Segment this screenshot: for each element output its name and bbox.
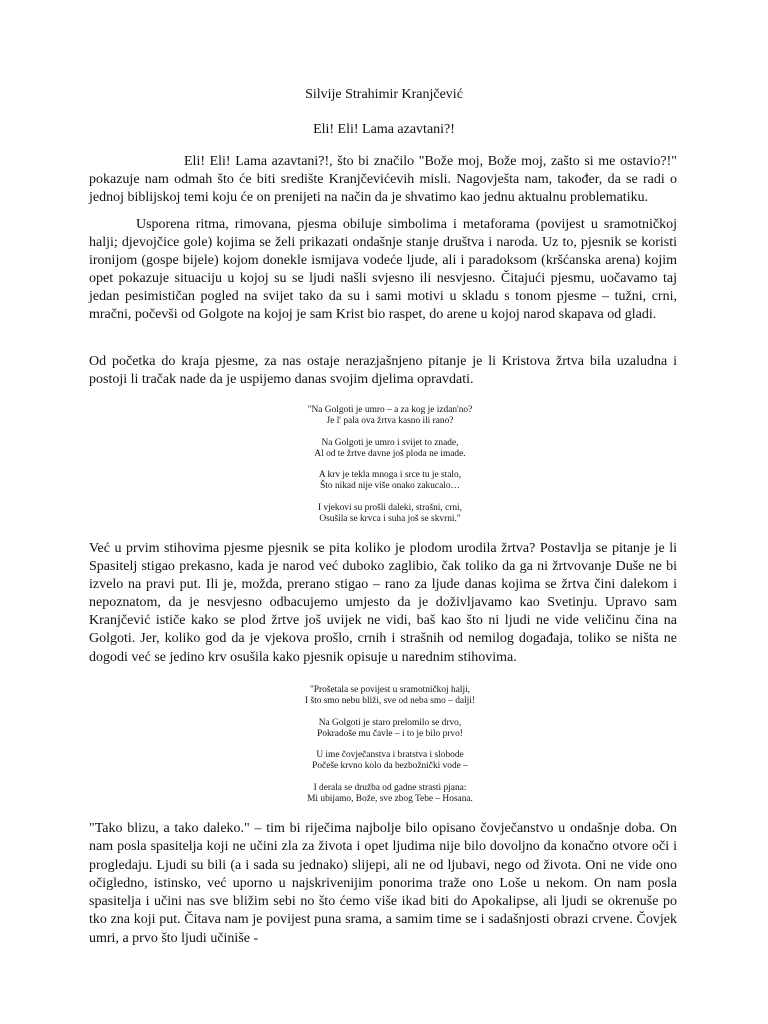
paragraph-symbolism: Usporena ritma, rimovana, pjesma obiluje simbolima i metaforama (povijest u sramotničkoj halji; djevojčice gole) kojima se želi prikazati ondašnje stanje društva i naroda. Uz to, pjesnik se koristi ironijom (gospe bijele) kojom donekle ismijava vodeće ljude, ali i paradoksom (kršćanska arena) kojim opet pokazuje situaciju u kojoj su se ljudi našli svjesno ili nesvjesno. Čitajući pjesmu, uočavamo taj jedan pesimističan pogled na svijet tako da su i sami motivi u skladu s tonom pjesme – tužni, crni, mračni, počevši od Golgote na kojoj je sam Krist bio raspet, do arene u kojoj narod skapava od gladi. bbox=[89, 217, 677, 323]
verse-stanza bbox=[240, 438, 540, 461]
verse-line: Na Golgoti je staro prelomilo se drvo, bbox=[318, 717, 462, 728]
verse-stanza bbox=[240, 750, 540, 773]
verse-stanza bbox=[240, 405, 540, 428]
paragraph-question: Od početka do kraja pjesme, za nas ostaje nerazjašnjeno pitanje je li Kristova žrtva bila uzaludna i postoji li tračak nade da je uspijemo danas svojim djelima opravdati. bbox=[89, 354, 677, 388]
verse-stanza bbox=[240, 470, 540, 493]
verse-line: A krv je tekla mnoga i srce tu je stalo, bbox=[318, 470, 462, 481]
verse-line: U ime čovječanstva i bratstva i slobode bbox=[316, 750, 464, 761]
verse-line: Al od te žrtve davne još ploda ne imade. bbox=[314, 448, 466, 459]
verse-line: Je l' pala ova žrtva kasno ili rano? bbox=[326, 416, 454, 427]
verse-line: "Prošetala se povijest u sramotničkoj halji, bbox=[309, 685, 471, 695]
verse-line: "Na Golgoti je umro – a za kog je izdan'no? bbox=[307, 405, 473, 415]
verse-stanza bbox=[240, 685, 540, 708]
verse-line: Mi ubijamo, Bože, sve zbog Tebe – Hosana. bbox=[307, 794, 473, 805]
paragraph-conclusion: "Tako blizu, a tako daleko." – tim bi riječima najbolje bilo opisano čovječanstvo u ondašnje doba. On nam posla spasitelja koji ne učini zla za života i opet ljudima nije bilo dovoljno da konačno otvore oči i progledaju. Ljudi su bili (a i sada su jednako) slijepi, ali ne od ljubavi, nego od života. Oni ne vide ono očigledno, istinsko, već uporno u najskrivenijim ponorima traže ono Loše u nekom. On nam posla spasitelja i učini nas sve bližim sebi no što ćemo više ikad biti do Apokalipse, ali ljudi se okrenuše po tko zna koji put. Čitava nam je povijest puna srama, a samim time se i sadašnjosti obrazi crvene. Čovjek umri, a prvo što ljudi učiniše - bbox=[89, 821, 677, 946]
verse-line: I što smo nebu bliži, sve od neba smo – dalji! bbox=[304, 696, 476, 707]
paragraph-intro: Eli! Eli! Lama azavtani?!, što bi značilo "Bože moj, Bože moj, zašto si me ostavio?!" pokazuje nam odmah što će biti središte Kranjčevićevih misli. Nagovješta nam, također, da se radi o jednoj biblijskoj temi koju će on prenijeti na način da je shvatimo kao jednu aktualnu problematiku. bbox=[89, 154, 677, 206]
verse-quote-first bbox=[240, 405, 540, 535]
verse-line: Osušila se krvca i suha još se skvrni." bbox=[319, 514, 461, 525]
verse-line: Što nikad nije više onako zakucalo… bbox=[320, 481, 460, 492]
verse-line: I derala se družba od gadne strasti pjana: bbox=[313, 782, 467, 793]
poem-title: Eli! Eli! Lama azavtani?! bbox=[313, 122, 455, 137]
verse-line: I vjekovi su prošli daleki, strašni, crni, bbox=[318, 502, 462, 513]
verse-line: Pokradoše mu čavle – i to je bilo prvo! bbox=[317, 728, 463, 739]
verse-stanza bbox=[240, 783, 540, 806]
author-heading: Silvije Strahimir Kranjčević bbox=[305, 87, 463, 102]
verse-stanza bbox=[240, 503, 540, 526]
verse-stanza bbox=[240, 718, 540, 741]
paragraph-analysis: Već u prvim stihovima pjesme pjesnik se pita koliko je plodom urodila žrtva? Postavlja se pitanje je li Spasitelj stigao prekasno, kada je narod već duboko zaglibio, čak toliko da ga ni žrtvovanje Duše ne bi izvelo na pravi put. Ili je, možda, prerano stigao – rano za ljude danas kojima se žrtva čini dalekom i nepoznatom, da je nesvjesno odbacujemo umjesto da je doživljavamo kao Svetinju. Upravo sam Kranjčević ističe kako se plod žrtve još uvijek ne vidi, baš kao što ni ljudi ne vide veličinu čina na Golgoti. Jer, koliko god da je vjekova prošlo, crnih i strašnih od nemilog događaja, toliko se ništa ne dogodi već se jedino krv osušila kako pjesnik opisuje u narednim stihovima. bbox=[89, 541, 677, 665]
verse-quote-second bbox=[240, 685, 540, 815]
verse-line: Počeše krvno kolo da bezbožnički vode – bbox=[312, 761, 468, 772]
verse-line: Na Golgoti je umro i svijet to znade, bbox=[321, 437, 459, 448]
